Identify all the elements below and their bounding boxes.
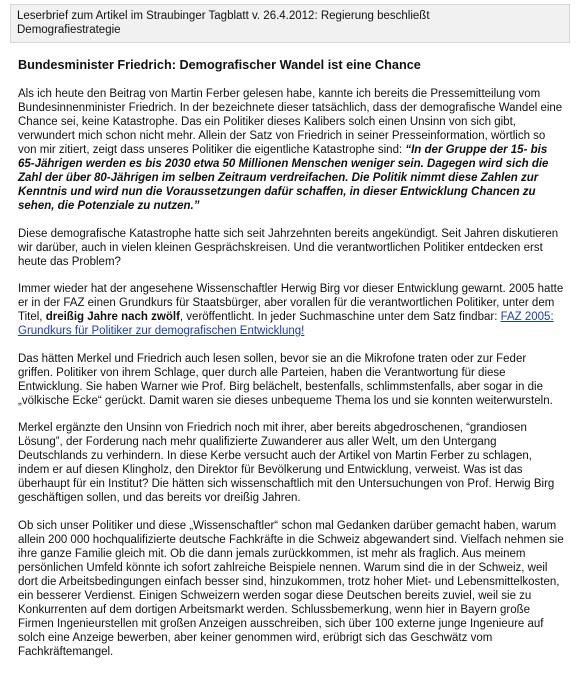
paragraph-3-text-1: Immer wieder hat der angesehene Wissenschaftler Herwig Birg vor dieser Entwicklung gewarnt. 2005 hatte er in der FAZ einen Grundkurs für Staatsbürger, aber vorallen für die verantwortlichen Politiker, unter dem Titel, — [18, 283, 564, 323]
letter-body — [10, 87, 570, 659]
paragraph-1 — [18, 87, 564, 213]
paragraph-3-text-2: , veröffentlicht. In jeder Suchmaschine unter dem Satz findbar: — [179, 311, 501, 323]
letter-header — [10, 4, 570, 43]
minister-quote: “In der Gruppe der 15- bis 65-Jährigen werden es bis 2030 etwa 50 Millionen Menschen weniger sein. Dagegen wird sich die Zahl der über 80-Jährigen im selben Zeitraum verdreifachen. Die Politik nimmt diese Zahlen zur Kenntnis und wird nun die Voraussetzungen dafür schaffen, in dieser Entwicklung Chancen zu sehen, die Potenziale zu nutzen.” — [18, 144, 549, 212]
paragraph-3 — [18, 282, 564, 338]
paragraph-4: Das hätten Merkel und Friedrich auch lesen sollen, bevor sie an die Mikrofone traten oder zur Feder griffen. Politiker von ihrem Schlage, quer durch alle Parteien, haben die Verantwortung für diese Entwicklung. Sie haben Warner wie Prof. Birg belächelt, bestenfalls, schlimmstenfalls, aber sogar in die „völkische Ecke“ gerückt. Damit waren sie dieses unbequeme Thema los und sie konnten weiterwursteln. — [18, 352, 553, 407]
paragraph-2: Diese demografische Katastrophe hatte sich seit Jahrzehnten bereits angekündigt. Seit Jahren diskutieren wir darüber, auch in vielen kleinen Gesprächskreisen. Und die verantwortlichen Politiker entdecken erst heute das Problem? — [18, 227, 559, 268]
header-line-2: Demografiestrategie — [17, 24, 121, 36]
article-title-bold: dreißig Jahre nach zwölf — [45, 311, 180, 323]
article-title: Bundesminister Friedrich: Demografischer Wandel ist eine Chance — [18, 58, 421, 72]
paragraph-1-text: Als ich heute den Beitrag von Martin Ferber gelesen habe, kannte ich bereits die Pressemitteilung vom Bundesinnenminister Friedrich. In der bezeichnete dieser tatsächlich, dass der demografische Wandel eine Chance sei, keine Katastrophe. Das ein Politiker dieses Kalibers solch einen Unsinn von sich gibt, verwundert mich schon nicht mehr. Allein der Satz von Friedrich in seiner Presseinformation, wörtlich so von mir zitiert, zeigt dass unseres Politiker die eigentliche Katastrophe sind: — [18, 88, 563, 156]
faz-article-link[interactable]: FAZ 2005: Grundkurs für Politiker zur demografischen Entwicklung! — [18, 311, 554, 337]
paragraph-5: Merkel ergänzte den Unsinn von Friedrich noch mit ihrer, aber bereits abgedroschenen, “grandiosen Lösung”, der Forderung nach mehr qualifizierte Zuwanderer aus aller Welt, um den Untergang Deutschlands zu verhindern. In diese Kerbe versucht auch der Artikel von Martin Ferber zu schlagen, indem er auf diesen Klingholz, den Direktor für Bevölkerung und Entwicklung, verweist. Was ist das überhaupt für ein Institut? Die hätten sich wissenschaftlich mit den Untersuchungen von Prof. Herwig Birg geschäftigen sollen, und das bereits vor dreißig Jahren. — [18, 422, 555, 504]
header-line-1: Leserbrief zum Artikel im Straubinger Tagblatt v. 26.4.2012: Regierung beschließt — [17, 10, 430, 22]
paragraph-6: Ob sich unser Politiker und diese „Wissenschaftler“ schon mal Gedanken darüber gemacht haben, warum allein 200 000 hochqualifizierte deutsche Fachkräfte in die Schweiz abgewandert sind. Vielfach nehmen sie ihre ganze Familie gleich mit. Ob die dann jemals zurückkommen, ist mehr als fraglich. Aus meinem persönlichen Umfeld könnte ich sofort zahlreiche Beispiele nennen. Warum sind die in der Schweiz, weil dort die Arbeitsbedingungen einfach besser sind, hinzukommen, trotz hoher Miet- und Lebensmittelkosten, ein besserer Verdienst. Einigen Schweizern werden sogar diese Deutschen bereits zuviel, weil sie zu Konkurrenten auf dem dortigen Arbeitsmarkt werden. Schlussbemerkung, wenn hier in Bayern große Firmen Ingenieurstellen mit großen Anzeigen ausschreiben, sich über 100 externe junge Ingenieure auf solch eine Anzeige bewerben, aber keiner genommen wird, erübrigt sich das Geschwätz vom Fachkräftemangel. — [18, 519, 564, 658]
